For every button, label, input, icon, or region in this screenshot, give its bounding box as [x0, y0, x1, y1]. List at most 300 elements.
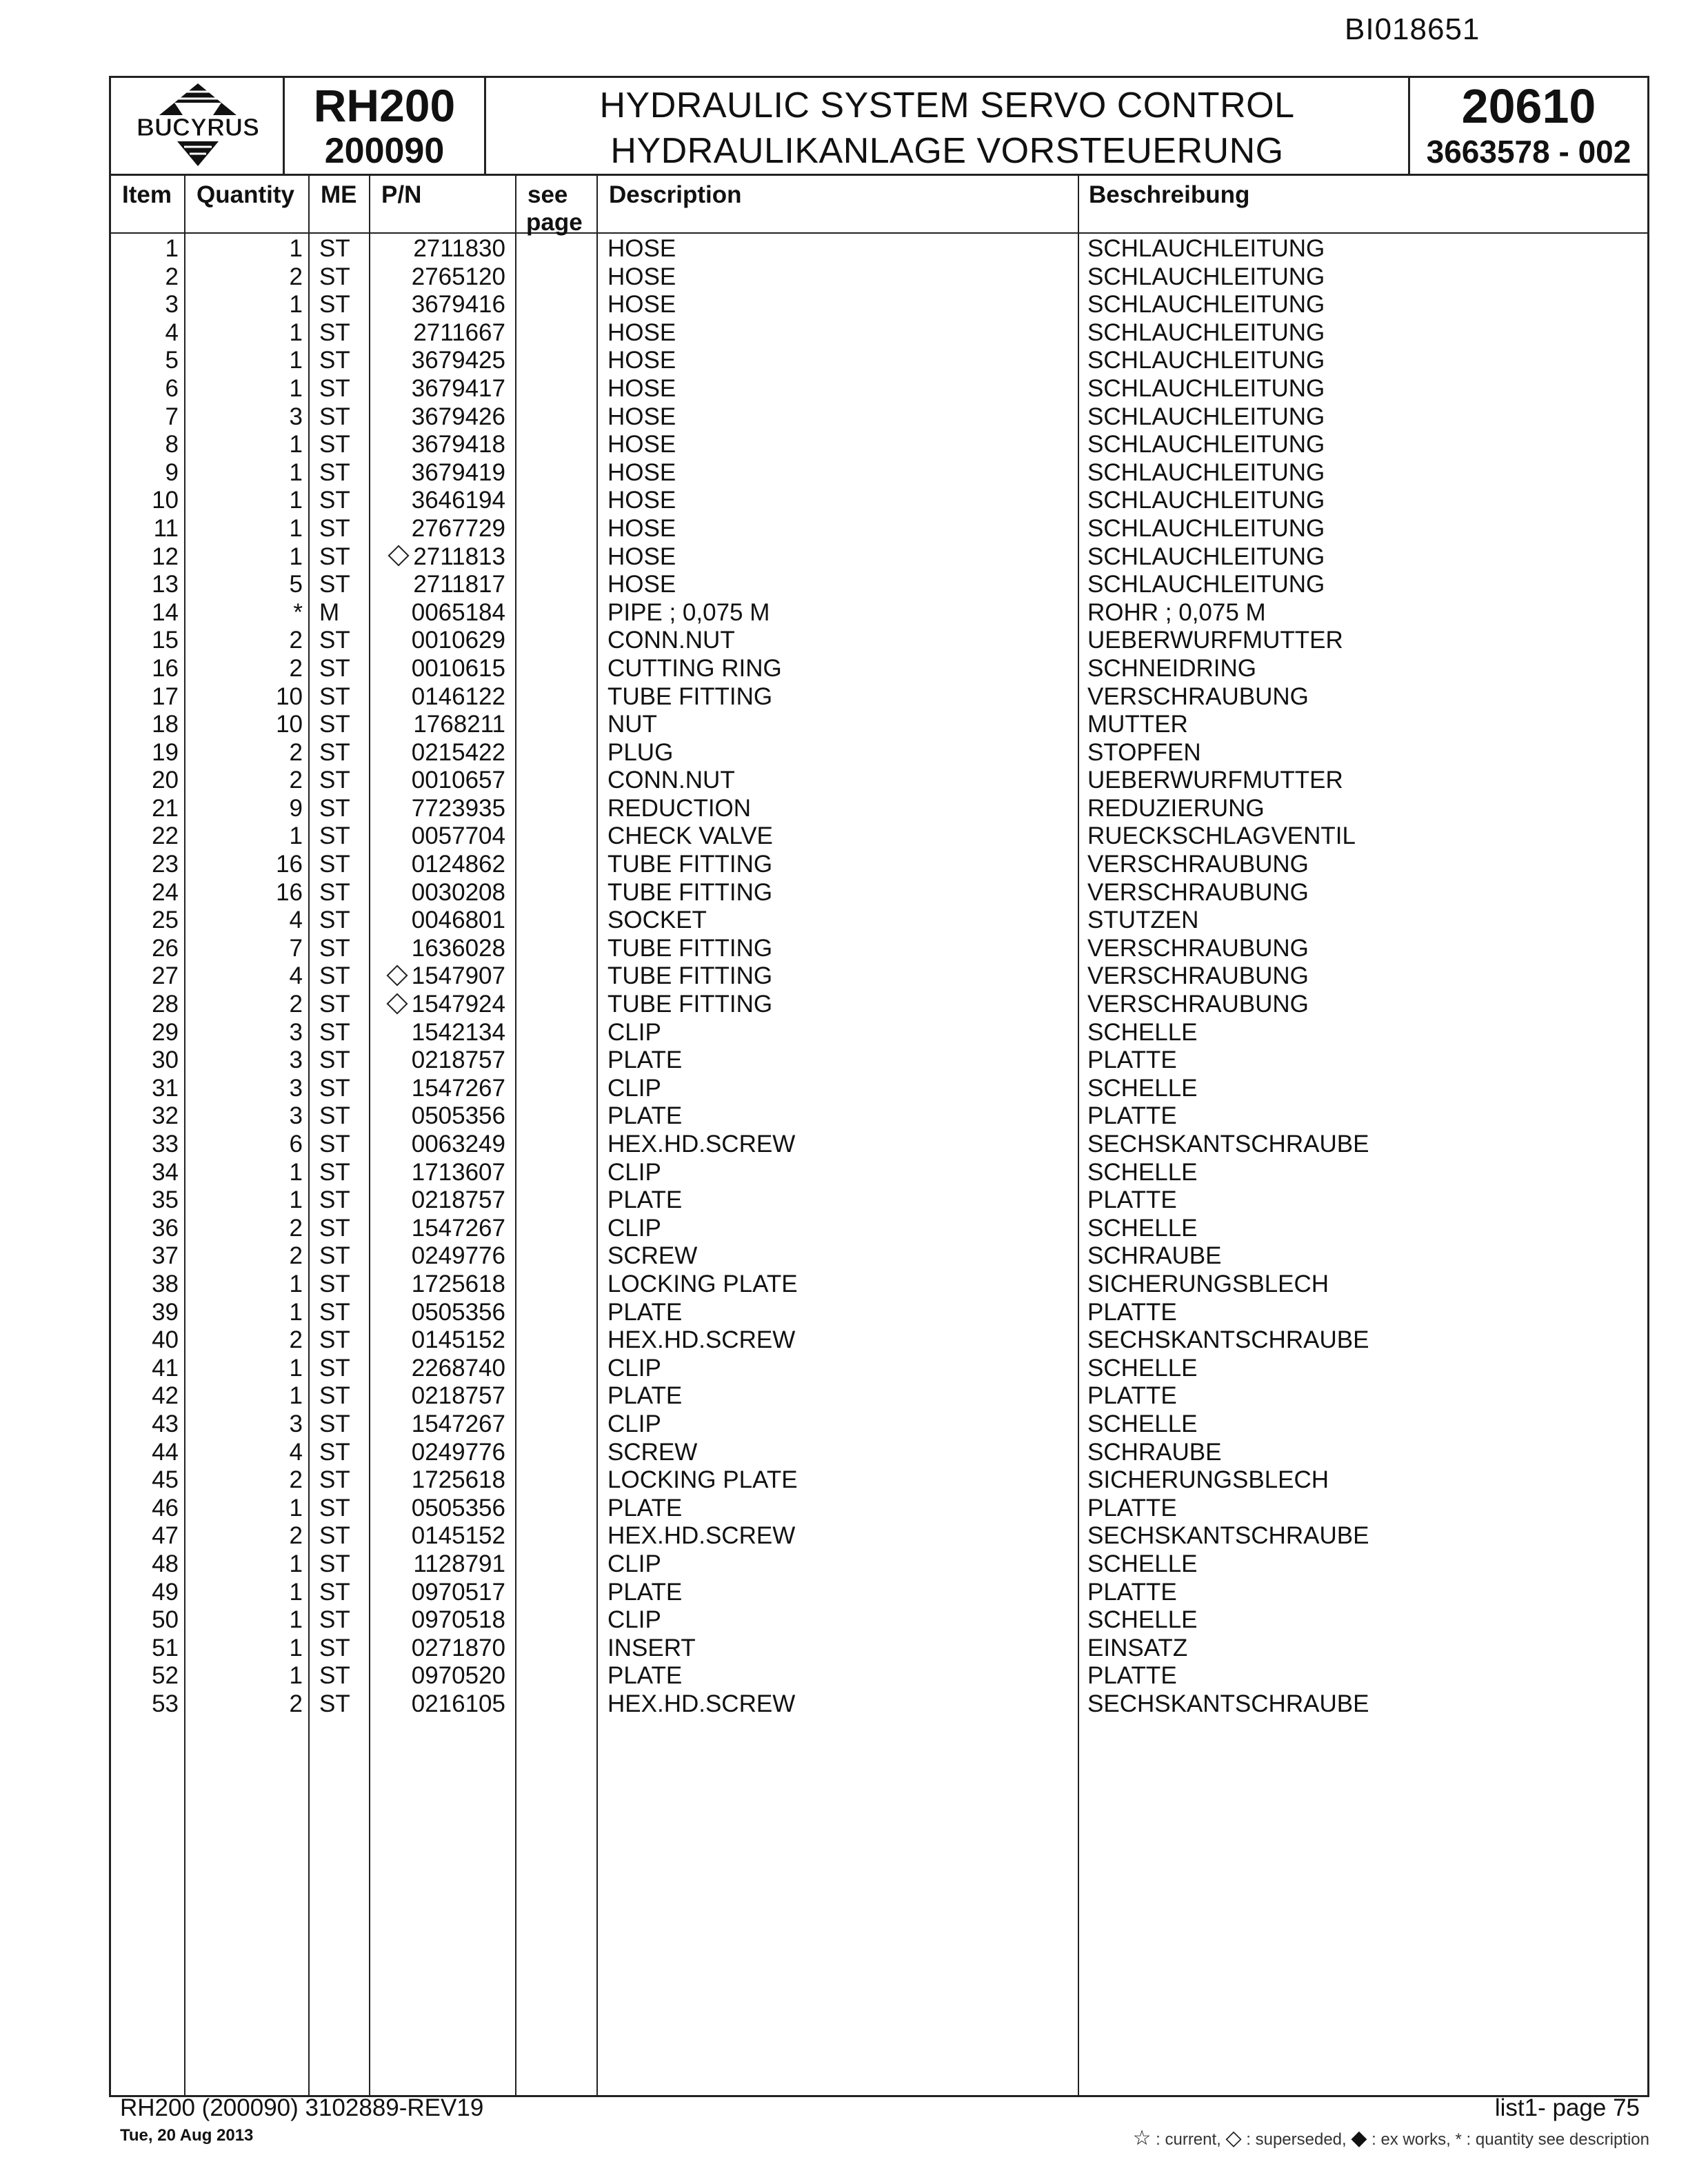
description-cell	[607, 1159, 661, 1187]
quantity-cell	[290, 347, 303, 375]
part-number-cell	[412, 683, 505, 711]
unit-cell-text: ST	[319, 458, 350, 486]
beschreibung-cell-text: SCHLAUCHLEITUNG	[1087, 291, 1325, 318]
description-cell-text: HOSE	[607, 431, 676, 458]
part-number-cell	[412, 1271, 505, 1299]
quantity-cell-text: 9	[289, 794, 303, 822]
unit-cell-text: ST	[319, 1046, 350, 1074]
unit-cell-text: ST	[319, 1158, 350, 1186]
part-number-cell	[412, 1299, 505, 1327]
unit-cell	[319, 1439, 350, 1467]
part-number-cell-text: 2711817	[413, 571, 505, 598]
description-cell	[607, 487, 676, 515]
part-number-cell	[412, 291, 505, 319]
quantity-cell-text: 1	[289, 1634, 303, 1661]
part-number-cell	[412, 1690, 505, 1719]
item-cell	[152, 1466, 179, 1495]
description-cell-text: CLIP	[607, 1018, 661, 1046]
description-cell-text: LOCKING PLATE	[607, 1270, 798, 1297]
item-cell	[152, 599, 179, 627]
item-cell-text: 11	[153, 514, 179, 542]
part-number-cell	[412, 1495, 505, 1523]
table-row	[111, 487, 1647, 515]
serial-number: 200090	[324, 131, 445, 171]
item-cell	[152, 627, 179, 655]
beschreibung-cell-text: PLATTE	[1087, 1662, 1177, 1690]
unit-cell	[319, 347, 350, 375]
description-cell	[607, 403, 676, 432]
legend-superseded: : superseded,	[1246, 2130, 1347, 2149]
quantity-cell-text: 10	[276, 682, 303, 710]
unit-cell-text: ST	[319, 431, 350, 458]
quantity-cell-text: 1	[289, 1382, 303, 1410]
part-number-cell	[413, 711, 505, 739]
description-cell	[607, 1271, 798, 1299]
quantity-cell-text: 1	[289, 1606, 303, 1634]
col-page: page	[526, 209, 583, 236]
item-cell-text: 52	[152, 1662, 179, 1690]
item-cell	[152, 655, 179, 683]
quantity-cell-text: 2	[289, 263, 303, 290]
beschreibung-cell	[1087, 1326, 1369, 1355]
unit-cell	[319, 319, 350, 347]
quantity-cell	[290, 1382, 303, 1410]
table-row	[111, 235, 1647, 263]
quantity-cell	[290, 375, 303, 403]
assembly-part-number: 3663578 - 002	[1426, 134, 1631, 170]
description-cell	[607, 1046, 682, 1075]
quantity-cell	[290, 822, 303, 851]
description-cell-text: SOCKET	[607, 907, 707, 934]
table-row	[111, 1439, 1647, 1467]
item-cell-text: 42	[152, 1382, 179, 1410]
part-number-cell	[412, 1579, 505, 1607]
item-cell	[152, 1662, 179, 1690]
col-see: see	[528, 181, 568, 208]
table-row	[111, 599, 1647, 627]
beschreibung-cell	[1087, 599, 1266, 627]
description-cell	[607, 263, 676, 292]
description-cell-text: PLATE	[607, 1382, 683, 1410]
quantity-cell	[290, 487, 303, 515]
quantity-cell-text: 2	[289, 1326, 303, 1354]
description-cell-text: PLATE	[607, 1662, 683, 1690]
part-number-cell	[390, 962, 505, 991]
beschreibung-cell-text: VERSCHRAUBUNG	[1087, 682, 1309, 710]
parts-table-body	[111, 235, 1647, 1718]
quantity-cell-text: 2	[289, 991, 303, 1018]
item-cell	[152, 1382, 179, 1410]
description-cell	[607, 1579, 682, 1607]
item-cell	[152, 795, 179, 823]
description-cell-text: PLATE	[607, 1494, 683, 1521]
part-number-cell-text: 2711667	[413, 318, 505, 346]
unit-cell	[319, 291, 350, 319]
part-number-cell	[412, 1606, 505, 1635]
title-english: HYDRAULIC SYSTEM SERVO CONTROL	[599, 85, 1295, 125]
quantity-cell-text: 1	[289, 291, 303, 318]
part-number-cell-text: 3679426	[411, 403, 505, 430]
beschreibung-cell	[1087, 1215, 1198, 1243]
unit-cell-text: ST	[319, 1494, 350, 1521]
quantity-cell	[290, 1522, 303, 1550]
item-cell	[152, 1355, 179, 1383]
quantity-cell-text: 16	[276, 851, 303, 878]
footer-date: Tue, 20 Aug 2013	[120, 2126, 254, 2145]
item-cell	[152, 1690, 179, 1719]
item-cell	[152, 487, 179, 515]
unit-cell	[319, 571, 350, 599]
table-row	[111, 1355, 1647, 1383]
quantity-cell	[276, 711, 303, 739]
unit-cell	[319, 851, 350, 879]
part-number-cell	[412, 1019, 505, 1047]
item-cell-text: 13	[152, 571, 179, 598]
item-cell-text: 34	[152, 1158, 179, 1186]
description-cell	[607, 739, 673, 767]
part-number-cell	[412, 1662, 505, 1690]
quantity-cell	[290, 1186, 303, 1215]
part-number-cell	[412, 627, 505, 655]
description-cell-text: PLATE	[607, 1046, 683, 1074]
item-cell-text: 22	[152, 822, 179, 850]
description-cell	[607, 683, 772, 711]
description-cell-text: TUBE FITTING	[607, 682, 773, 710]
item-cell-text: 35	[152, 1186, 179, 1214]
footer-document-ref: RH200 (200090) 3102889-REV19	[120, 2094, 484, 2121]
quantity-cell	[290, 1579, 303, 1607]
unit-cell-text: ST	[319, 318, 350, 346]
quantity-cell-text: 1	[289, 1354, 303, 1382]
part-number-cell	[412, 515, 505, 543]
unit-cell-text: ST	[319, 878, 350, 906]
table-row	[111, 459, 1647, 487]
table-row	[111, 627, 1647, 655]
table-row	[111, 403, 1647, 432]
quantity-cell-text: 1	[289, 374, 303, 402]
unit-cell-text: ST	[319, 1438, 350, 1466]
part-number-cell-text: 1547924	[411, 991, 505, 1018]
part-number-cell	[412, 1522, 505, 1550]
unit-cell-text: ST	[319, 403, 350, 430]
item-cell-text: 6	[165, 374, 179, 402]
header-row	[111, 78, 1647, 176]
quantity-cell-text: 1	[289, 543, 303, 570]
part-number-cell-text: 2767729	[411, 514, 505, 542]
legend-current: : current,	[1156, 2130, 1221, 2149]
description-cell	[607, 1355, 661, 1383]
description-cell	[607, 599, 770, 627]
quantity-cell	[290, 1019, 303, 1047]
legend-quantity-star: * : quantity see description	[1455, 2130, 1649, 2149]
beschreibung-cell	[1087, 1242, 1221, 1271]
part-number-cell	[412, 263, 505, 292]
item-cell	[152, 1326, 179, 1355]
unit-cell	[319, 1242, 350, 1271]
part-number-cell-text: 0046801	[411, 907, 505, 934]
table-row	[111, 1186, 1647, 1215]
unit-cell-text: ST	[319, 822, 350, 850]
beschreibung-cell-text: SCHLAUCHLEITUNG	[1087, 235, 1325, 262]
description-cell	[607, 1690, 795, 1719]
item-cell-text: 4	[165, 318, 179, 346]
description-cell	[607, 767, 735, 795]
description-cell-text: SCREW	[607, 1438, 698, 1466]
quantity-cell	[290, 907, 303, 935]
description-cell-text: HOSE	[607, 291, 676, 318]
part-number-cell-text: 1542134	[411, 1018, 505, 1046]
unit-cell-text: ST	[319, 1214, 350, 1242]
beschreibung-cell-text: VERSCHRAUBUNG	[1087, 851, 1309, 878]
table-row	[111, 1102, 1647, 1131]
table-row	[111, 1662, 1647, 1690]
part-number-cell	[412, 767, 505, 795]
table-row	[111, 319, 1647, 347]
table-row	[111, 1159, 1647, 1187]
unit-cell	[319, 962, 350, 991]
part-number-cell	[412, 375, 505, 403]
unit-cell-text: ST	[319, 934, 350, 962]
beschreibung-cell	[1087, 1102, 1177, 1131]
quantity-cell	[290, 263, 303, 292]
description-cell	[607, 907, 707, 935]
description-cell-text: CONN.NUT	[607, 767, 735, 794]
quantity-cell-text: 1	[289, 1578, 303, 1606]
part-number-cell-text: 1547267	[411, 1410, 505, 1437]
item-cell	[152, 1215, 179, 1243]
unit-cell	[319, 683, 350, 711]
beschreibung-cell-text: SECHSKANTSCHRAUBE	[1087, 1326, 1369, 1354]
part-number-cell	[413, 235, 505, 263]
beschreibung-cell-text: PLATTE	[1087, 1046, 1177, 1074]
item-cell-text: 9	[165, 458, 179, 486]
unit-cell	[319, 1186, 350, 1215]
beschreibung-cell	[1087, 767, 1343, 795]
description-cell	[607, 291, 676, 319]
unit-cell-text: ST	[319, 851, 350, 878]
part-number-cell-text: 3646194	[411, 487, 505, 514]
unit-cell	[319, 1299, 350, 1327]
table-row	[111, 291, 1647, 319]
unit-cell	[319, 1550, 350, 1579]
unit-cell	[319, 263, 350, 292]
part-number-cell-text: 0970518	[411, 1606, 505, 1634]
description-cell	[607, 1102, 682, 1131]
col-beschreibung: Beschreibung	[1089, 181, 1250, 208]
description-cell-text: TUBE FITTING	[607, 991, 773, 1018]
quantity-cell	[290, 1299, 303, 1327]
description-cell-text: HEX.HD.SCREW	[607, 1131, 796, 1157]
table-row	[111, 655, 1647, 683]
item-cell	[152, 935, 179, 963]
part-number-cell	[412, 795, 505, 823]
part-number-cell-text: 0010615	[411, 654, 505, 682]
symbol-legend	[1133, 2126, 1649, 2150]
table-row	[111, 1466, 1647, 1495]
beschreibung-cell-text: SCHNEIDRING	[1087, 654, 1257, 682]
beschreibung-cell	[1087, 795, 1265, 823]
unit-cell-text: ST	[319, 1131, 350, 1157]
unit-cell	[319, 1662, 350, 1690]
beschreibung-cell	[1087, 487, 1325, 515]
description-cell	[607, 1326, 795, 1355]
beschreibung-cell-text: STUTZEN	[1087, 907, 1199, 934]
quantity-cell	[290, 1635, 303, 1663]
quantity-cell	[290, 1550, 303, 1579]
beschreibung-cell	[1087, 935, 1309, 963]
beschreibung-cell-text: SCHELLE	[1087, 1074, 1198, 1102]
quantity-cell	[276, 879, 303, 907]
unit-cell	[319, 627, 350, 655]
part-number-cell-text: 0065184	[411, 598, 505, 626]
beschreibung-cell	[1087, 1131, 1369, 1159]
quantity-cell-text: 4	[289, 1438, 303, 1466]
unit-cell	[319, 459, 350, 487]
table-row	[111, 1522, 1647, 1550]
quantity-cell-text: 1	[289, 1270, 303, 1297]
part-number-cell-text: 3679416	[411, 291, 505, 318]
quantity-cell-text: 2	[289, 1466, 303, 1494]
table-row	[111, 1606, 1647, 1635]
quantity-cell-text: 3	[289, 403, 303, 430]
unit-cell-text: ST	[319, 711, 350, 738]
quantity-cell-text: 2	[289, 1242, 303, 1270]
unit-cell-text: ST	[319, 907, 350, 934]
item-cell-text: 30	[152, 1046, 179, 1074]
description-cell-text: HOSE	[607, 458, 676, 486]
beschreibung-cell	[1087, 1579, 1177, 1607]
part-number-cell	[412, 1075, 505, 1103]
description-cell-text: CLIP	[607, 1606, 661, 1634]
item-cell-text: 38	[152, 1270, 179, 1297]
beschreibung-cell	[1087, 403, 1325, 432]
item-cell	[165, 319, 179, 347]
model-cell	[285, 78, 486, 174]
part-number-cell-text: 7723935	[411, 794, 505, 822]
part-number-cell-text: 0010629	[411, 627, 505, 654]
beschreibung-cell	[1087, 1550, 1198, 1579]
unit-cell	[319, 1606, 350, 1635]
quantity-cell-text: 1	[289, 1550, 303, 1577]
part-number-cell-text: 2711813	[413, 543, 505, 570]
quantity-cell	[290, 571, 303, 599]
item-cell	[152, 1410, 179, 1439]
part-number-cell-text: 0057704	[411, 822, 505, 850]
description-cell	[607, 1550, 661, 1579]
item-cell	[152, 1242, 179, 1271]
description-cell	[607, 1466, 798, 1495]
table-row	[111, 879, 1647, 907]
item-cell	[152, 1159, 179, 1187]
description-cell	[607, 431, 676, 459]
quantity-cell-text: 1	[289, 1494, 303, 1521]
unit-cell-text: ST	[319, 571, 350, 598]
item-cell	[154, 515, 179, 543]
beschreibung-cell-text: SCHRAUBE	[1087, 1242, 1222, 1270]
item-cell	[165, 431, 179, 459]
item-cell	[165, 459, 179, 487]
table-row	[111, 347, 1647, 375]
table-row	[111, 711, 1647, 739]
table-row	[111, 571, 1647, 599]
beschreibung-cell-text: VERSCHRAUBUNG	[1087, 878, 1309, 906]
unit-cell-text: ST	[319, 1466, 350, 1494]
item-cell	[152, 1271, 179, 1299]
quantity-cell-text: 3	[289, 1074, 303, 1102]
unit-cell	[319, 1495, 350, 1523]
unit-cell-text: ST	[319, 1550, 350, 1577]
part-number-cell-text: 0010657	[411, 767, 505, 794]
item-cell-text: 36	[152, 1214, 179, 1242]
description-cell-text: REDUCTION	[607, 794, 752, 822]
description-cell-text: TUBE FITTING	[607, 851, 773, 878]
unit-cell	[319, 1131, 350, 1159]
table-row	[111, 739, 1647, 767]
part-number-cell-text: 1636028	[411, 934, 505, 962]
part-number-cell-text: 0271870	[411, 1634, 505, 1661]
beschreibung-cell	[1087, 319, 1325, 347]
quantity-cell	[290, 403, 303, 432]
quantity-cell	[290, 1662, 303, 1690]
beschreibung-cell	[1087, 1075, 1198, 1103]
item-cell	[152, 879, 179, 907]
item-cell	[165, 291, 179, 319]
quantity-cell	[290, 655, 303, 683]
beschreibung-cell	[1087, 1271, 1329, 1299]
description-cell-text: HOSE	[607, 571, 676, 598]
item-cell-text: 7	[165, 403, 179, 430]
quantity-cell-text: 2	[289, 627, 303, 654]
description-cell	[607, 851, 772, 879]
description-cell	[607, 935, 772, 963]
part-number-cell-text: 1547267	[411, 1074, 505, 1102]
quantity-cell-text: 3	[289, 1102, 303, 1130]
quantity-cell-text: 2	[289, 1214, 303, 1242]
quantity-cell	[290, 935, 303, 963]
beschreibung-cell-text: UEBERWURFMUTTER	[1087, 767, 1343, 794]
part-number-cell-text: 0146122	[411, 682, 505, 710]
quantity-cell-text: 1	[289, 1186, 303, 1214]
unit-cell	[319, 822, 350, 851]
part-number-cell	[390, 991, 505, 1019]
quantity-cell-text: 2	[289, 1690, 303, 1717]
description-cell-text: CLIP	[607, 1158, 661, 1186]
item-cell-text: 14	[152, 598, 179, 626]
description-cell-text: HOSE	[607, 543, 676, 570]
beschreibung-cell	[1087, 1635, 1187, 1663]
quantity-cell	[290, 1606, 303, 1635]
table-row	[111, 375, 1647, 403]
item-cell	[152, 739, 179, 767]
beschreibung-cell	[1087, 515, 1325, 543]
quantity-cell	[290, 291, 303, 319]
part-number-cell-text: 0030208	[411, 878, 505, 906]
description-cell-text: HOSE	[607, 514, 676, 542]
quantity-cell	[276, 683, 303, 711]
part-number-cell	[391, 543, 505, 572]
table-row	[111, 1382, 1647, 1410]
beschreibung-cell-text: PLATTE	[1087, 1298, 1177, 1326]
description-cell	[607, 991, 772, 1019]
item-cell-text: 23	[152, 851, 179, 878]
unit-cell	[319, 403, 350, 432]
beschreibung-cell	[1087, 711, 1188, 739]
beschreibung-cell-text: SCHLAUCHLEITUNG	[1087, 403, 1325, 430]
table-row	[111, 1550, 1647, 1579]
table-row	[111, 822, 1647, 851]
quantity-cell-text: 2	[289, 738, 303, 766]
part-number-cell	[412, 1046, 505, 1075]
